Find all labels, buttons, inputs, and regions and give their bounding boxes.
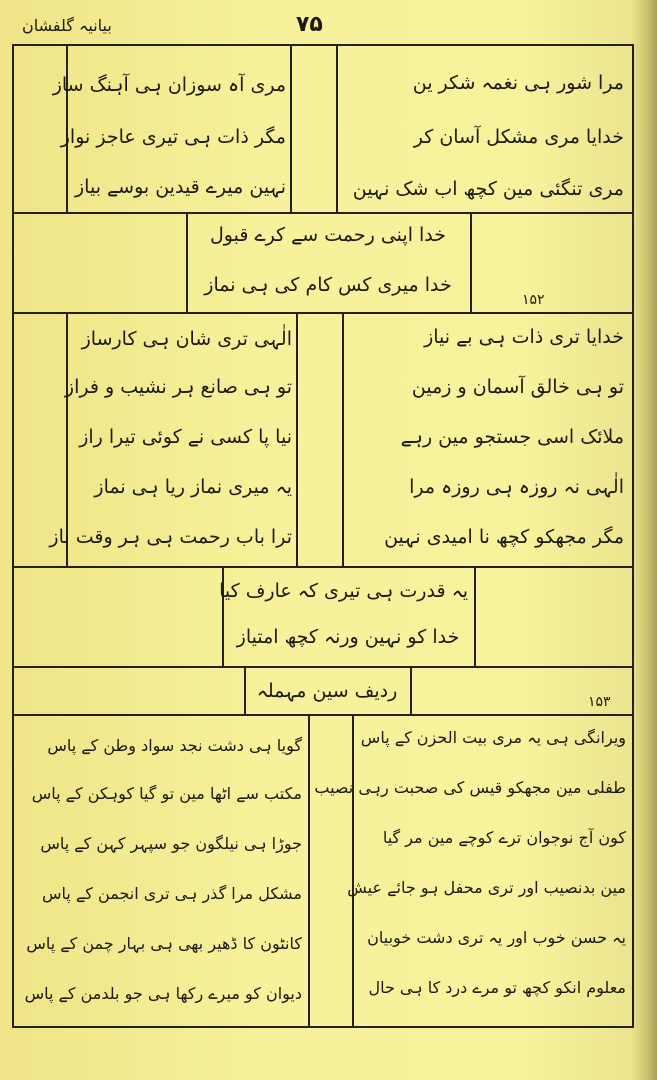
section2-left-line-3: نیا پا کسی نے کوئی تیرا راز [79, 426, 292, 448]
section2-couplet-line-2: خدا کو نہین ورنہ کچھ امتیاز [236, 626, 460, 648]
row-divider [12, 666, 634, 668]
section3-right-line-3: کون آج نوجوان ترے کوچے مین مر گیا [382, 828, 626, 847]
radif-heading: ردیف سین مہملہ [256, 680, 398, 702]
page-number: ۷۵ [296, 12, 323, 37]
section2-right-line-5: مگر مجھکو کچھ نا امیدی نہین [384, 526, 624, 548]
section3-right-line-5: یہ حسن خوب اور یہ تری دشت خوبیان [367, 928, 626, 947]
section2-left-line-2: تو ہی صانع ہر نشیب و فراز [64, 376, 292, 398]
section3-right-line-1: ویرانگی ہی یہ مری بیت الحزن کے پاس [360, 728, 626, 747]
column-divider [342, 312, 344, 568]
column-divider [308, 714, 310, 1028]
column-divider [352, 714, 354, 1028]
section3-left-line-5: کانٹون کا ڈھیر بھی ہی بہار چمن کے پاس [26, 934, 302, 953]
book-spine-shadow [631, 0, 657, 1080]
column-divider [296, 312, 298, 568]
section2-right-line-3: ملائک اسی جستجو مین رہے [400, 426, 624, 448]
section3-left-line-1: گویا ہی دشت نجد سواد وطن کے پاس [47, 736, 302, 755]
section1-left-line-1: مری آہ سوزان ہی آہنگ ساز [52, 74, 286, 96]
section3-left-line-2: مکتب سے اٹھا مین تو گیا کوہکن کے پاس [31, 784, 302, 803]
section1-left-line-3: نہین میرے قیدین بوسے بیاز [75, 176, 286, 198]
couplet-box-divider [474, 566, 476, 668]
section3-right-line-4: مین بدنصیب اور تری محفل ہو جائے عیش [347, 878, 626, 897]
section1-right-line-2: خدایا مری مشکل آسان کر [413, 126, 624, 148]
section2-right-line-1: خدایا تری ذات ہی بے نیاز [424, 326, 624, 348]
section3-left-line-6: دیوان کو میرے رکھا ہی جو بلدمن کے پاس [24, 984, 302, 1003]
section1-couplet-line-1: خدا اپنی رحمت سے کرے قبول [209, 224, 447, 246]
section3-left-line-3: جوڑا ہی نیلگون جو سپہر کہن کے پاس [40, 834, 302, 853]
section1-right-line-3: مری تنگئی مین کچھ اب شک نہین [352, 178, 624, 200]
section1-couplet-line-2: خدا میری کس کام کی ہی نماز [204, 274, 452, 296]
couplet-box-divider [186, 212, 188, 314]
verse-number: ۱۵۳ [588, 694, 611, 710]
column-divider [336, 44, 338, 214]
verse-number: ۱۵۲ [522, 292, 545, 308]
section2-right-line-4: الٰہی نہ روزہ ہی روزہ مرا [409, 476, 624, 498]
couplet-box-divider [470, 212, 472, 314]
section3-left-line-4: مشکل مرا گذر ہی تری انجمن کے پاس [41, 884, 302, 903]
section2-left-line-5: ترا باب رحمت ہی ہر وقت باز [49, 526, 292, 548]
row-divider [12, 212, 634, 214]
book-title: بیانیہ گلفشان [22, 16, 112, 35]
row-divider [12, 312, 634, 314]
section3-right-line-6: معلوم انکو کچھ تو مرے درد کا ہی حال [368, 978, 626, 997]
section2-couplet-line-1: یہ قدرت ہی تیری کہ عارف کیا [219, 580, 468, 602]
heading-box-divider [244, 666, 246, 716]
section2-left-line-1: الٰہی تری شان ہی کارساز [81, 328, 292, 350]
section2-left-line-4: یہ میری نماز ریا ہی نماز [94, 476, 292, 498]
row-divider [12, 566, 634, 568]
section1-right-line-1: مرا شور ہی نغمہ شکر ین [412, 72, 624, 94]
section3-right-line-2: طفلی مین مجھکو قیس کی صحبت رہی نصیب [314, 778, 626, 797]
section2-right-line-2: تو ہی خالق آسمان و زمین [411, 376, 624, 398]
section1-left-line-2: مگر ذات ہی تیری عاجز نواز [60, 126, 286, 148]
heading-box-divider [410, 666, 412, 716]
column-divider [290, 44, 292, 214]
row-divider [12, 714, 634, 716]
